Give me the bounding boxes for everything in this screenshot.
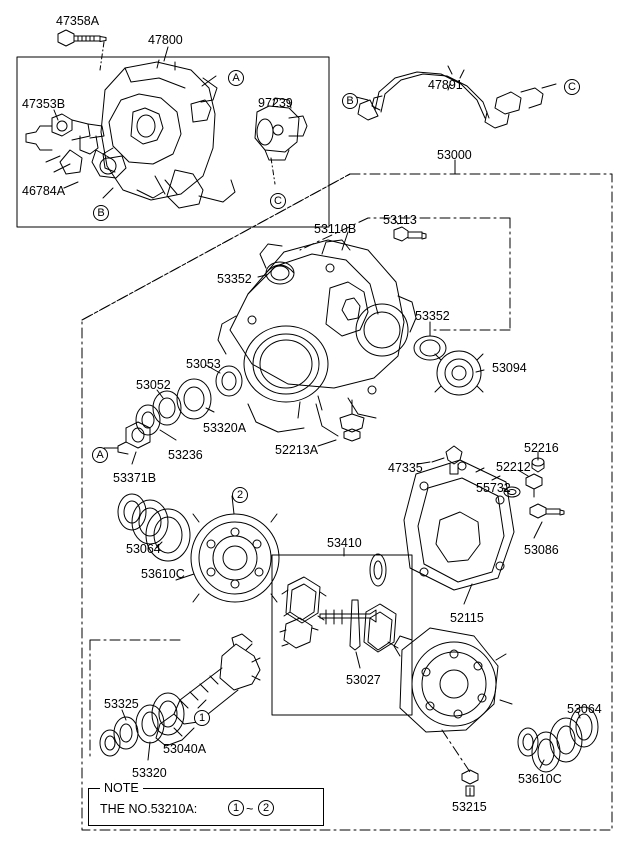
marker-C-harness: C	[564, 79, 580, 95]
note-heading: NOTE	[100, 781, 143, 795]
carrier-bore	[244, 326, 328, 402]
part-53352-right	[414, 336, 446, 360]
callout-53113: 53113	[383, 213, 417, 227]
leader-53325	[122, 710, 126, 720]
leader-53371B	[132, 452, 136, 464]
leader-53027	[356, 652, 360, 668]
part-53320-bot	[136, 693, 184, 743]
part-53610C-left	[191, 514, 279, 602]
leader-A-top	[202, 76, 216, 86]
callout-47891: 47891	[428, 78, 463, 92]
callout-53027: 53027	[346, 673, 381, 687]
callout-47800: 47800	[148, 33, 183, 47]
part-53040A-pinion	[156, 634, 260, 746]
callout-53064-right: 53064	[567, 702, 602, 716]
leader-53215-dashdot	[442, 730, 470, 772]
part-52213A	[340, 400, 364, 441]
marker-B-harness: B	[342, 93, 358, 109]
callout-53052: 53052	[136, 378, 171, 392]
callout-53040A: 53040A	[163, 742, 207, 756]
part-47335	[432, 446, 462, 474]
callout-55732: 55732	[476, 481, 511, 495]
note-range-to: 2	[258, 800, 274, 816]
leader-53236	[160, 430, 176, 440]
callout-47358A: 47358A	[56, 14, 100, 28]
callout-52115: 52115	[450, 611, 484, 625]
callout-53086: 53086	[524, 543, 559, 557]
callout-53410: 53410	[327, 536, 362, 550]
callout-53610C-left: 53610C	[141, 567, 185, 581]
callout-53371B: 53371B	[113, 471, 157, 485]
part-47358A	[58, 30, 106, 70]
leader-47800	[164, 47, 168, 61]
callout-53352-left: 53352	[217, 272, 252, 286]
leader-C-harness	[542, 84, 556, 88]
leader-B-top	[103, 188, 113, 198]
callout-53325: 53325	[104, 697, 139, 711]
callout-52213A: 52213A	[275, 443, 319, 457]
callout-53352-right: 53352	[415, 309, 450, 323]
part-53410-contents	[280, 554, 396, 652]
marker-A-main: A	[92, 447, 108, 463]
leader-52213A	[318, 440, 336, 446]
part-47353B	[26, 114, 104, 154]
leader-53086	[534, 522, 542, 538]
callout-53320: 53320	[132, 766, 167, 780]
note-tilde: ~	[246, 802, 254, 816]
callout-46784A: 46784A	[22, 184, 66, 198]
boundary-53000	[82, 174, 612, 830]
marker-A-inset: A	[228, 70, 244, 86]
part-53064-right	[518, 707, 598, 772]
leader-1-marker	[198, 700, 206, 708]
callout-53000: 53000	[437, 148, 472, 162]
callout-53236: 53236	[168, 448, 203, 462]
marker-C-inset: C	[270, 193, 286, 209]
callout-53053: 53053	[186, 357, 221, 371]
marker-2: 2	[232, 487, 248, 503]
part-53094	[435, 351, 483, 395]
boundary-53000-diag	[82, 174, 350, 320]
callout-53094: 53094	[492, 361, 527, 375]
part-53110B-carrier	[218, 240, 416, 436]
callout-53110B: 53110B	[314, 222, 357, 236]
part-46784A	[46, 150, 126, 178]
callout-53064-left: 53064	[126, 542, 161, 556]
leader-53040A	[174, 728, 182, 736]
part-53320A	[177, 379, 211, 419]
part-47800-housing	[101, 60, 235, 208]
callout-97239: 97239	[258, 96, 293, 110]
callout-53215: 53215	[452, 800, 487, 814]
note-text: THE NO.53210A:	[100, 802, 198, 816]
part-53236	[136, 405, 160, 435]
part-53352-left	[266, 262, 294, 284]
leader-53094	[476, 370, 484, 372]
marker-B-inset: B	[93, 205, 109, 221]
leader-97239	[271, 158, 275, 184]
leader-47353B	[54, 110, 58, 120]
part-47891	[358, 66, 543, 128]
callout-47353B: 47353B	[22, 97, 66, 111]
part-53086	[530, 504, 564, 518]
part-52212	[526, 474, 542, 497]
leader-53320-bot	[148, 742, 150, 760]
part-53052	[153, 391, 181, 425]
callout-52212: 52212	[496, 460, 531, 474]
leader-46784A	[64, 182, 78, 188]
callout-53320A: 53320A	[203, 421, 247, 435]
callout-52216: 52216	[524, 441, 559, 455]
part-53325	[100, 717, 138, 756]
note-range-from: 1	[228, 800, 244, 816]
callout-53610C-right: 53610C	[518, 772, 562, 786]
part-52115-cover	[404, 460, 514, 590]
callout-47335: 47335	[388, 461, 423, 475]
marker-1: 1	[194, 710, 210, 726]
